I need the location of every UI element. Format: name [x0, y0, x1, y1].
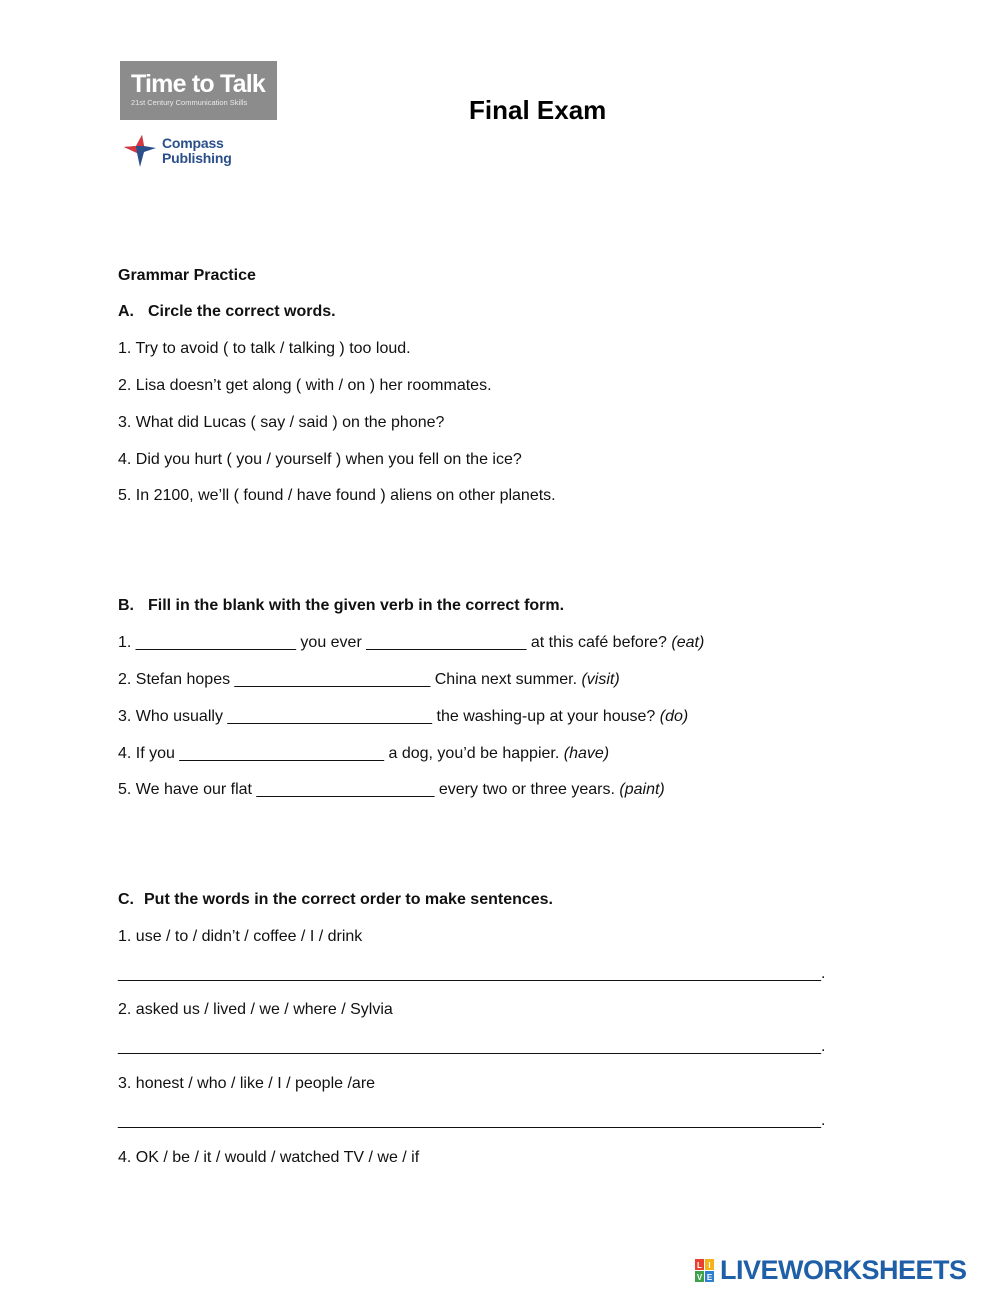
verb-hint: (visit): [581, 671, 620, 688]
list-item: 4. Did you hurt ( you / yourself ) when you fell on the ice?: [118, 451, 522, 468]
item-text: at this café before?: [526, 634, 672, 651]
answer-line[interactable]: _______________________________________________________________________________.: [118, 965, 826, 982]
item-text: 5. We have our flat: [118, 781, 257, 798]
list-item: 4. OK / be / it / would / watched TV / we / if: [118, 1149, 420, 1166]
blank-field[interactable]: _______________________: [227, 708, 433, 725]
answer-line[interactable]: _______________________________________________________________________________.: [118, 1112, 826, 1129]
section-letter: B.: [118, 597, 134, 614]
publisher-name: [162, 136, 232, 166]
blank-field[interactable]: ______________________: [234, 671, 431, 688]
item-text: China next summer.: [430, 671, 582, 688]
section-letter: C.: [118, 891, 134, 908]
publisher-line2: Publishing: [162, 150, 232, 166]
logo-subtitle: 21st Century Communication Skills: [131, 98, 248, 107]
list-item: [118, 744, 609, 764]
instruction-text: Fill in the blank with the given verb in the correct form.: [148, 597, 565, 614]
item-text: a dog, you’d be happier.: [384, 745, 564, 762]
section-a-instruction: [118, 302, 336, 322]
list-item: 2. asked us / lived / we / where / Sylvia: [118, 1001, 393, 1018]
section-c-instruction: [118, 890, 553, 910]
item-text: 2. Stefan hopes: [118, 671, 235, 688]
time-to-talk-logo: [120, 61, 277, 120]
list-item: 3. honest / who / like / I / people /are: [118, 1075, 376, 1092]
blank-field[interactable]: _______________________: [179, 745, 385, 762]
verb-hint: (have): [563, 745, 610, 762]
list-item: [118, 707, 688, 727]
list-item: [118, 780, 665, 800]
block-letter: V: [696, 1273, 703, 1282]
liveworksheets-blocks-icon: [694, 1258, 716, 1284]
list-item: [118, 670, 620, 690]
list-item: 3. What did Lucas ( say / said ) on the phone?: [118, 414, 445, 431]
publisher-line1: Compass: [162, 135, 224, 151]
verb-hint: (do): [659, 708, 689, 725]
item-text: you ever: [295, 634, 367, 651]
item-text: 3. Who usually: [118, 708, 228, 725]
block-letter: I: [708, 1261, 711, 1270]
item-text: 1.: [118, 634, 136, 651]
page-title: Final Exam: [469, 95, 607, 125]
brand-name: LIVEWORKSHEETS: [720, 1255, 967, 1285]
list-item: 2. Lisa doesn’t get along ( with / on ) her roommates.: [118, 377, 492, 394]
list-item: [118, 633, 704, 653]
verb-hint: (eat): [671, 634, 705, 651]
section-heading: Grammar Practice: [118, 267, 256, 284]
instruction-text: Circle the correct words.: [148, 303, 336, 320]
list-item: 1. Try to avoid ( to talk / talking ) too loud.: [118, 340, 411, 357]
section-b-instruction: [118, 596, 564, 616]
blank-field[interactable]: __________________: [135, 634, 296, 651]
blank-field[interactable]: __________________: [366, 634, 527, 651]
instruction-text: Put the words in the correct order to make sentences.: [144, 891, 553, 908]
item-text: the washing-up at your house?: [432, 708, 660, 725]
block-letter: L: [697, 1261, 702, 1270]
section-letter: A.: [118, 303, 134, 320]
block-letter: E: [706, 1273, 713, 1282]
answer-line[interactable]: _______________________________________________________________________________.: [118, 1038, 826, 1055]
list-item: 5. In 2100, we’ll ( found / have found ) aliens on other planets.: [118, 487, 556, 504]
logo-title: Time to Talk: [131, 70, 265, 98]
item-text: every two or three years.: [434, 781, 620, 798]
item-text: 4. If you: [118, 745, 180, 762]
compass-star-icon: [122, 133, 158, 169]
verb-hint: (paint): [619, 781, 665, 798]
blank-field[interactable]: ____________________: [256, 781, 435, 798]
list-item: 1. use / to / didn’t / coffee / I / drink: [118, 928, 363, 945]
